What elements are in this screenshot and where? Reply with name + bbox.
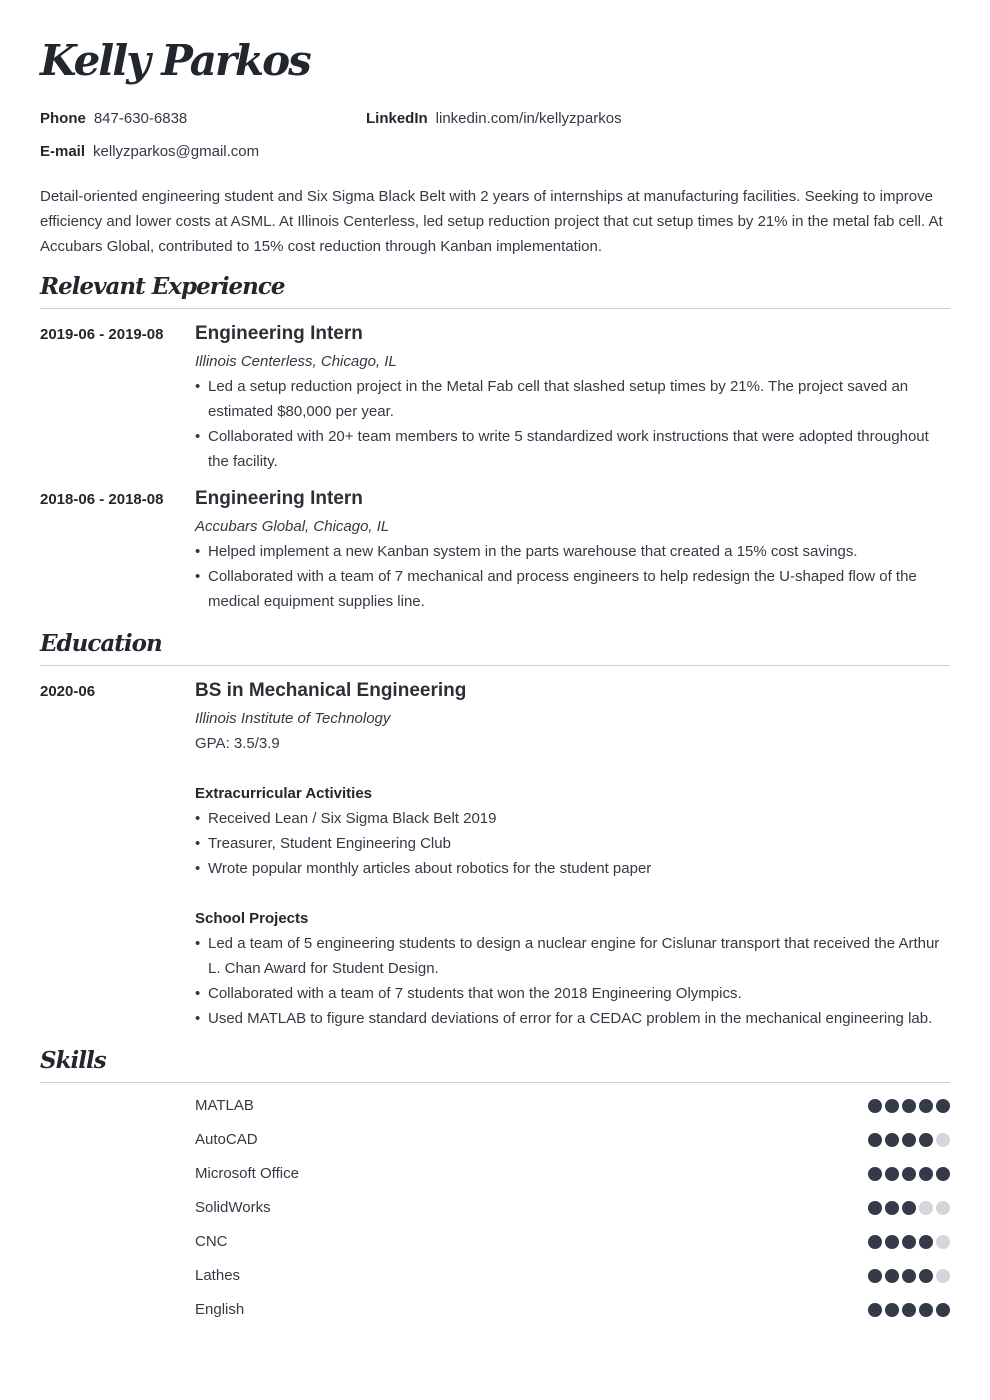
skill-dot-filled xyxy=(868,1099,882,1113)
extracurricular-item: • Treasurer, Student Engineering Club xyxy=(195,831,950,856)
contact-linkedin xyxy=(366,110,622,127)
job-dates: 2019-06 - 2019-08 xyxy=(40,326,164,343)
job-entry xyxy=(195,485,950,614)
projects-list xyxy=(195,931,950,1031)
skill-dot-filled xyxy=(868,1269,882,1283)
skill-dot-filled xyxy=(868,1133,882,1147)
job-role: Engineering Intern xyxy=(195,323,363,344)
school-name: Illinois Institute of Technology xyxy=(195,710,391,727)
job-org: Illinois Centerless, Chicago, IL xyxy=(195,353,397,370)
skill-dot-filled xyxy=(919,1167,933,1181)
skill-dot-filled xyxy=(902,1269,916,1283)
skill-dot-filled xyxy=(885,1269,899,1283)
job-bullets xyxy=(195,539,950,614)
skill-dot-filled xyxy=(902,1303,916,1317)
skill-dot-filled xyxy=(868,1167,882,1181)
skill-name: English xyxy=(195,1301,245,1318)
skill-level-dots xyxy=(865,1269,950,1283)
skill-name: Microsoft Office xyxy=(195,1165,299,1182)
skill-dot-filled xyxy=(868,1303,882,1317)
skill-level-dots xyxy=(865,1303,950,1317)
skill-dot-filled xyxy=(868,1235,882,1249)
job-bullet: • Collaborated with 20+ team members to write 5 standardized work instructions that were adopted throughout the facility. xyxy=(195,424,950,474)
skill-name: SolidWorks xyxy=(195,1199,271,1216)
section-title-experience: Relevant Experience xyxy=(40,273,285,300)
skill-name: MATLAB xyxy=(195,1097,254,1114)
summary-paragraph: Detail-oriented engineering student and Six Sigma Black Belt with 2 years of internships at manufacturing facilities. Seeking to improve efficiency and lower costs at ASML. At Illinois Centerless, led setup reduction project that cut setup times by 21% in the metal fab cell. At Accubars Global, contributed to 15% cost reduction through Kanban implementation. xyxy=(40,188,943,255)
skill-dot-filled xyxy=(885,1235,899,1249)
skill-dot-filled xyxy=(936,1099,950,1113)
section-divider xyxy=(40,665,950,666)
skill-dot-filled xyxy=(919,1133,933,1147)
skill-dot-empty xyxy=(936,1235,950,1249)
skill-dot-filled xyxy=(885,1133,899,1147)
job-bullet: • Collaborated with a team of 7 mechanical and process engineers to help redesign the U-shaped flow of the medical equipment supplies line. xyxy=(195,564,950,614)
phone-value: 847-630-6838 xyxy=(93,110,188,127)
skill-dot-filled xyxy=(902,1201,916,1215)
skill-level-dots xyxy=(865,1201,950,1215)
education-date: 2020-06 xyxy=(40,683,96,700)
skill-dot-empty xyxy=(936,1201,950,1215)
skill-name: AutoCAD xyxy=(195,1131,258,1148)
skill-dot-filled xyxy=(902,1099,916,1113)
job-role: Engineering Intern xyxy=(195,488,363,509)
project-item: • Led a team of 5 engineering students to design a nuclear engine for Cislunar transport that received the Arthur L. Chan Award for Student Design. xyxy=(195,931,950,981)
skill-dot-filled xyxy=(919,1099,933,1113)
skill-dot-filled xyxy=(902,1167,916,1181)
skill-dot-filled xyxy=(902,1235,916,1249)
gpa-value: GPA: 3.5/3.9 xyxy=(195,735,280,752)
resume-name: Kelly Parkos xyxy=(40,36,310,85)
skill-row xyxy=(195,1128,950,1152)
extracurricular-item: • Wrote popular monthly articles about robotics for the student paper xyxy=(195,856,950,881)
skill-row xyxy=(195,1230,950,1254)
skill-dot-filled xyxy=(885,1099,899,1113)
job-bullet: • Helped implement a new Kanban system in the parts warehouse that created a 15% cost savings. xyxy=(195,539,950,564)
skill-level-dots xyxy=(865,1235,950,1249)
extracurricular-heading: Extracurricular Activities xyxy=(195,785,373,802)
skill-dot-filled xyxy=(919,1269,933,1283)
skill-dot-empty xyxy=(936,1133,950,1147)
skill-dot-filled xyxy=(885,1201,899,1215)
skill-dot-filled xyxy=(936,1167,950,1181)
skill-dot-filled xyxy=(919,1303,933,1317)
skill-name: Lathes xyxy=(195,1267,241,1284)
section-divider xyxy=(40,1082,950,1083)
job-bullet: • Led a setup reduction project in the Metal Fab cell that slashed setup times by 21%. The project saved an estimated $80,000 per year. xyxy=(195,374,950,424)
section-title-education: Education xyxy=(40,630,162,657)
phone-label: Phone xyxy=(40,110,86,127)
linkedin-label: LinkedIn xyxy=(366,110,428,127)
skill-dot-filled xyxy=(919,1235,933,1249)
skill-dot-filled xyxy=(885,1167,899,1181)
email-value: kellyzparkos@gmail.com xyxy=(93,143,260,160)
job-dates: 2018-06 - 2018-08 xyxy=(40,491,164,508)
degree-title: BS in Mechanical Engineering xyxy=(195,680,467,701)
skill-row xyxy=(195,1094,950,1118)
email-label: E-mail xyxy=(40,143,86,160)
projects-heading: School Projects xyxy=(195,910,309,927)
section-title-skills: Skills xyxy=(40,1047,106,1074)
skill-row xyxy=(195,1298,950,1322)
contact-phone xyxy=(40,110,187,127)
project-item: • Collaborated with a team of 7 students that won the 2018 Engineering Olympics. xyxy=(195,981,950,1006)
skill-name: CNC xyxy=(195,1233,228,1250)
job-bullets xyxy=(195,374,950,474)
linkedin-value: linkedin.com/in/kellyzparkos xyxy=(435,110,622,127)
skill-level-dots xyxy=(865,1099,950,1113)
skill-level-dots xyxy=(865,1133,950,1147)
skill-dot-empty xyxy=(936,1269,950,1283)
skill-row xyxy=(195,1162,950,1186)
skill-row xyxy=(195,1264,950,1288)
skill-dot-filled xyxy=(936,1303,950,1317)
project-item: • Used MATLAB to figure standard deviations of error for a CEDAC problem in the mechanical engineering lab. xyxy=(195,1006,950,1031)
skill-row xyxy=(195,1196,950,1220)
contact-email xyxy=(40,143,259,160)
job-org: Accubars Global, Chicago, IL xyxy=(195,518,390,535)
extracurricular-list xyxy=(195,806,950,881)
extracurricular-item: • Received Lean / Six Sigma Black Belt 2019 xyxy=(195,806,950,831)
skill-dot-filled xyxy=(885,1303,899,1317)
job-entry xyxy=(195,320,950,474)
skill-dot-filled xyxy=(868,1201,882,1215)
skill-level-dots xyxy=(865,1167,950,1181)
section-divider xyxy=(40,308,950,309)
skill-dot-filled xyxy=(902,1133,916,1147)
skill-dot-empty xyxy=(919,1201,933,1215)
education-entry xyxy=(195,677,950,1031)
